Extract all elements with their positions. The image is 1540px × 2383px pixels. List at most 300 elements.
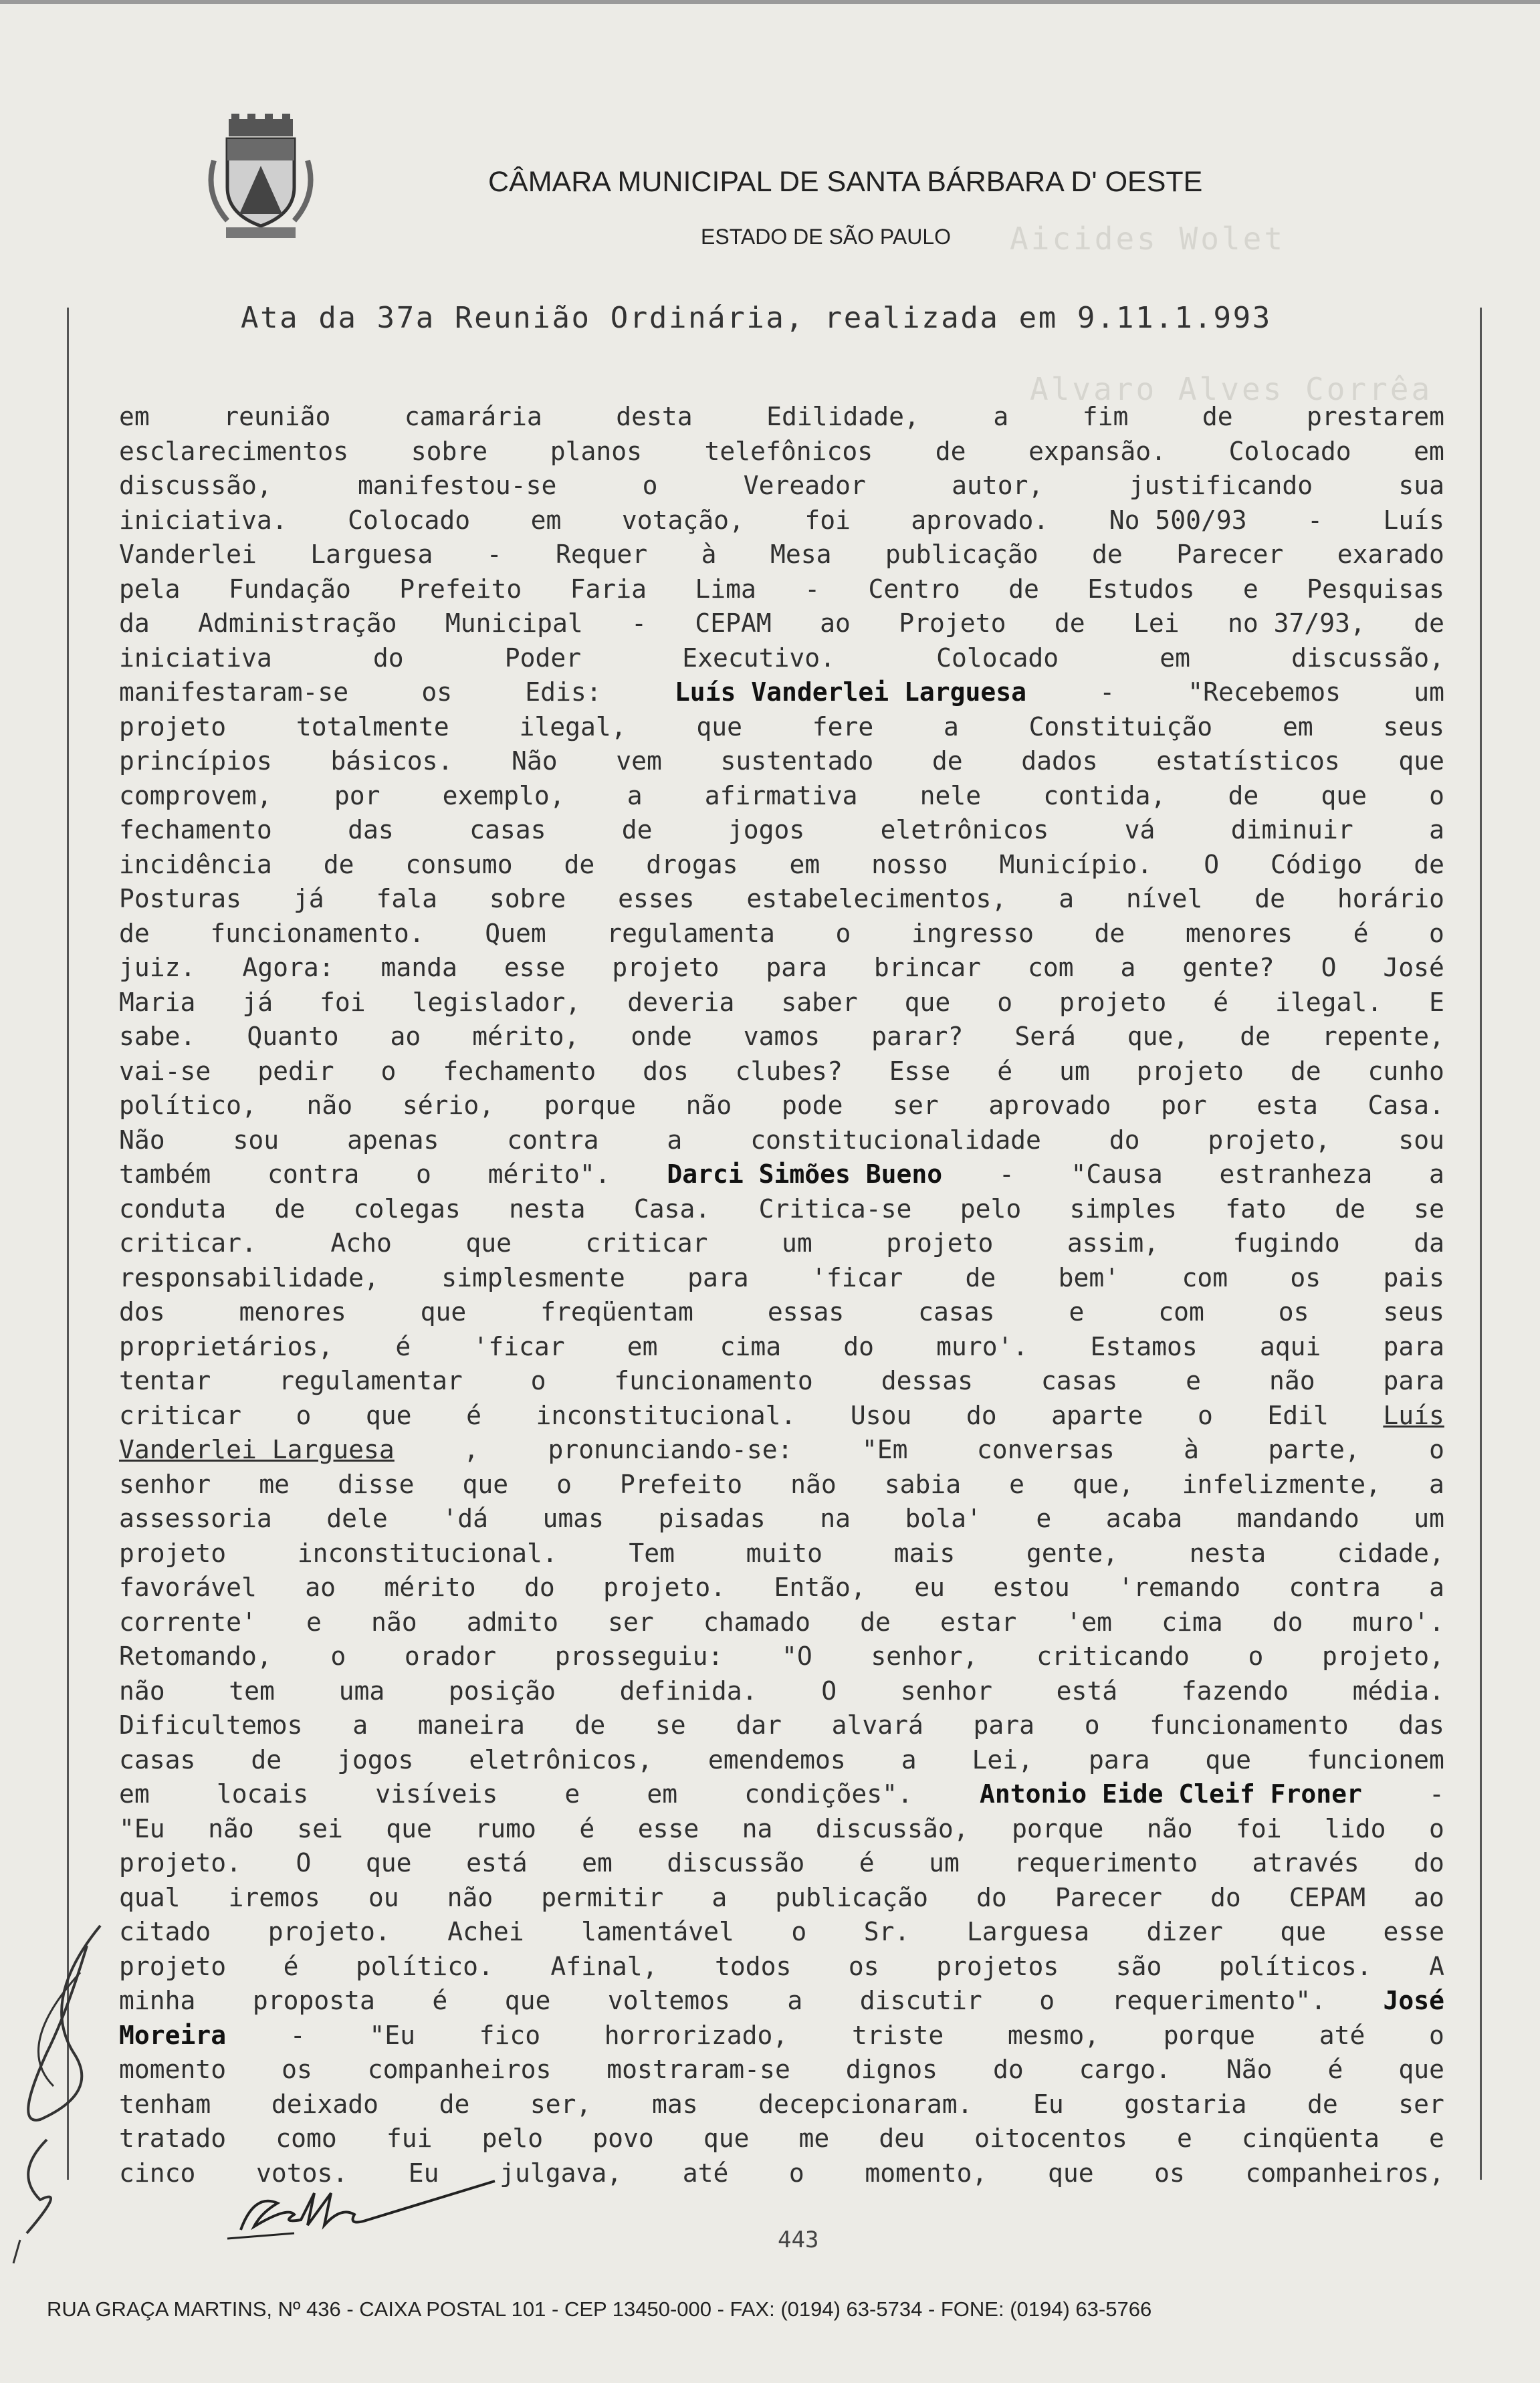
word: que [1047,2158,1094,2188]
word: a [1429,1573,1444,1602]
word: estranheza [1219,1159,1373,1189]
text-line [119,710,1444,745]
minutes-body [119,400,1444,2190]
word: Estudos [1087,574,1195,604]
word: visíveis [375,1779,498,1809]
word: Parecer [1176,540,1284,569]
word: os [421,677,453,707]
word: senhor, [871,1641,978,1671]
word: 'em [1066,1607,1113,1637]
word: fui [386,2124,433,2153]
word: aqui [1259,1331,1321,1361]
word: cima [720,1331,782,1361]
word: de [860,1607,891,1637]
word: para [1383,1366,1444,1395]
word: cinco [119,2158,196,2188]
word: Municipal [445,608,583,638]
word: a [711,1882,728,1912]
word: para [766,953,827,982]
text-line [119,1468,1444,1502]
word: momento, [865,2158,988,2188]
word: esta [1256,1091,1318,1120]
word: gente, [1026,1538,1119,1568]
word: é [1327,2055,1343,2084]
word: por [1161,1091,1207,1120]
word: sério, [402,1091,495,1120]
word: diminuir [1230,815,1353,844]
word: oitocentos [974,2124,1127,2153]
state-name: ESTADO DE SÃO PAULO [701,225,952,249]
word: de [931,746,963,776]
word: ao [1414,1882,1444,1912]
word: citado [119,1917,211,1946]
word: companheiros, [1245,2158,1444,2188]
word: mérito". [487,1159,611,1189]
word: pelo [481,2124,544,2153]
word: reunião [223,402,331,431]
word: a [1429,815,1444,844]
word: Eu [1033,2089,1064,2119]
word: iremos [228,1882,320,1912]
word: foi [804,505,851,535]
word: que, [1127,1022,1189,1051]
word: estar [940,1607,1017,1637]
text-line [119,1399,1444,1434]
word: os [1278,1297,1309,1327]
word: em [627,1331,658,1361]
word: de [1254,884,1285,913]
word: a [352,1710,368,1740]
word: pela [119,574,181,604]
word: e [1429,2124,1444,2153]
word: projeto [119,1951,227,1981]
word: casas [119,1744,196,1775]
text-line [119,1537,1444,1571]
word: Lei, [972,1744,1034,1775]
word: se [655,1710,686,1740]
word: a [901,1744,917,1775]
word: das [1398,1710,1444,1740]
word: é [1213,987,1229,1017]
word: é [1353,918,1369,948]
word: julgava, [500,2158,623,2188]
word: estabelecimentos, [746,884,1007,913]
word: de [119,918,150,948]
word: muro'. [936,1331,1028,1361]
word: Vereador [743,471,866,500]
word: o [791,1917,807,1946]
word: repente, [1321,1022,1444,1051]
text-line [119,1295,1444,1330]
word: regulamentar [279,1366,463,1395]
word: 'ficar [473,1331,565,1361]
word: posição [448,1676,556,1706]
word: contra [507,1125,599,1155]
bleed-through-text: Aicides Wolet [1010,221,1286,257]
word: de [1414,849,1444,879]
word: para [973,1710,1035,1740]
word: o [642,471,658,500]
word: o [530,1366,546,1395]
word: Pesquisas [1307,574,1444,604]
word: que [504,1986,551,2015]
word: dizer [1146,1917,1223,1946]
word: Não [119,1125,165,1155]
word: telefônicos [704,436,873,466]
word: A [1429,1951,1444,1981]
word: de [323,849,354,879]
word: E [1429,987,1444,1017]
word: Afinal, [550,1951,658,1981]
word: de [1008,574,1039,604]
word: mostraram-se [607,2055,790,2084]
word: Maria [119,987,196,1017]
word: O [296,1848,312,1878]
word: o [1429,780,1444,810]
word: que [1398,2055,1444,2084]
word: não [447,1882,493,1912]
word: do [992,2055,1024,2084]
word: discussão, [815,1813,969,1843]
word: locais [216,1779,309,1809]
word: Acho [330,1228,392,1258]
word: tentar [119,1366,211,1395]
page-number: 443 [778,2227,819,2253]
word: projeto [886,1228,994,1258]
word: é [997,1056,1013,1086]
word: de [1202,402,1233,431]
word: dignos [845,2055,938,2084]
word: fico [479,2020,541,2050]
text-line [119,2122,1444,2156]
word: ingresso [911,918,1034,948]
word: cima [1162,1607,1223,1637]
word: que [365,1848,412,1878]
word: publicação [885,540,1038,569]
word: Projeto [899,608,1006,638]
word: regulamenta [607,918,775,948]
word: através [1252,1848,1359,1878]
word: Código [1271,849,1363,879]
text-line [119,1674,1444,1709]
word: discussão, [119,471,272,500]
word: não [370,1607,417,1637]
word: prosseguiu: [554,1641,724,1671]
word: seus [1383,1297,1444,1327]
word: contra [267,1159,360,1189]
word: que [1398,746,1444,776]
text-line [119,813,1444,848]
word: dos [643,1056,689,1086]
word: jogos [337,1744,414,1775]
word: de [1290,1056,1321,1086]
word: freqüentam [540,1297,693,1327]
text-line [119,917,1444,951]
word: votação, [621,505,744,535]
word: Vanderlei Larguesa [119,1435,395,1464]
word: que [386,1813,432,1843]
word: e [1242,574,1258,604]
word: maneira [417,1710,525,1740]
word: Poder [504,643,582,673]
word: consumo [405,849,513,879]
word: uma [338,1676,385,1706]
word: Edilidade, [766,402,919,431]
word: assessoria [119,1504,272,1533]
word: parar? [871,1022,964,1051]
word: legislador, [412,987,581,1017]
word: Vanderlei [119,540,257,569]
word: cargo. [1079,2055,1171,2084]
word: projeto. [267,1917,391,1946]
word: Larguesa [310,540,433,569]
word: Quem [485,918,546,948]
word: é [432,1986,448,2015]
word: de [1228,780,1259,810]
word: Estamos [1090,1331,1198,1361]
word: o [1429,2020,1444,2050]
word: eletrônicos [880,815,1049,844]
word: ao [305,1573,336,1602]
word: a [1429,1159,1444,1189]
word: aprovado. [911,505,1049,535]
word: do [976,1882,1007,1912]
word: nesta [509,1194,586,1224]
word: do [1210,1882,1241,1912]
left-margin-rule [67,308,69,2180]
text-line [119,2053,1444,2087]
word: Centro [868,574,960,604]
word: ser [893,1091,939,1120]
word: emendemos [707,1744,846,1775]
word: projeto [1059,987,1167,1017]
word: é [283,1951,299,1981]
word: político. [356,1951,493,1981]
word: com [1027,953,1074,982]
word: tenham [119,2089,211,2119]
word: e [564,1779,580,1809]
word: não [119,1676,165,1706]
word: que, [1073,1469,1134,1499]
word: do [1109,1125,1140,1155]
word: apenas [347,1125,439,1155]
word: alvará [831,1710,923,1740]
text-line [119,986,1444,1020]
word: comprovem, [119,780,272,810]
word: para [1383,1331,1444,1361]
word: criticando [1036,1641,1190,1671]
word: decepcionaram. [758,2089,973,2119]
text-line [119,469,1444,503]
word: por [334,780,380,810]
text-line [119,779,1444,814]
text-line [119,1157,1444,1192]
word: , [463,1435,479,1464]
word: nosso [871,849,948,879]
word: no 37/93, [1227,608,1365,638]
word: a [1429,1469,1444,1499]
word: projeto [1136,1056,1244,1086]
word: pode [781,1091,843,1120]
word: já [293,884,324,913]
word: inconstitucional. [297,1538,558,1568]
word: de [439,2089,470,2119]
word: muito [746,1538,823,1568]
word: de [274,1194,306,1224]
word: e [1009,1469,1025,1499]
word: essas [767,1297,845,1327]
word: ao [390,1022,421,1051]
word: companheiros [367,2055,552,2084]
word: pedir [257,1056,334,1086]
word: já [242,987,273,1017]
word: os [282,2055,312,2084]
word: sabia [884,1469,962,1499]
word: o [330,1641,346,1671]
word: a [1059,884,1075,913]
word: mandando [1236,1504,1359,1533]
word: criticar [119,1400,242,1430]
word: publicação [775,1882,928,1912]
word: o [1248,1641,1264,1671]
word: projeto [119,1538,227,1568]
word: - [1099,677,1115,707]
word: esses [618,884,695,913]
word: Não [1226,2055,1273,2084]
word: aprovado [988,1091,1111,1120]
word: e [1036,1504,1052,1533]
word: da [1414,1228,1444,1258]
word: que [1280,1917,1326,1946]
signature-scribble [214,2166,508,2247]
word: a [993,402,1009,431]
word: sei [297,1813,343,1843]
word: o [1197,1400,1213,1430]
word: em [789,849,820,879]
word: responsabilidade, [119,1262,379,1292]
word: de [935,436,966,466]
word: Critica-se [758,1194,912,1224]
word: criticar. [119,1228,257,1258]
word: proposta [252,1986,375,2015]
page-top-edge [0,0,1540,4]
word: que [1321,780,1367,810]
word: Colocado [348,505,471,535]
word: esse [637,1813,699,1843]
word: discussão [667,1848,805,1878]
word: - [1307,505,1323,535]
word: um [781,1228,812,1258]
word: senhor [119,1469,211,1499]
word: é [395,1331,411,1361]
word: "Causa [1071,1159,1163,1189]
word: o [416,1159,431,1189]
word: fim [1082,402,1129,431]
word: vai-se [119,1056,211,1086]
text-line [119,1605,1444,1640]
word: senhor [900,1676,992,1706]
word: inconstitucional. [536,1400,796,1430]
word: os [848,1951,879,1981]
word: porque [544,1091,637,1120]
word: constitucionalidade [750,1125,1041,1155]
word: Tem [629,1538,675,1568]
word: de [1307,2089,1338,2119]
word: mais [893,1538,956,1568]
word: os [1154,2158,1185,2188]
word: Município. [999,849,1153,879]
word: muro'. [1352,1607,1444,1637]
word: assim, [1067,1228,1160,1258]
word: casas [918,1297,995,1327]
word: Usou [850,1400,912,1430]
word: político, [119,1091,257,1120]
word: incidência [119,849,272,879]
word: lido [1325,1813,1386,1843]
word: está [1056,1676,1118,1706]
word: conduta [119,1194,227,1224]
word: projeto [119,711,227,742]
word: ao [820,608,851,638]
text-line [119,1950,1444,1984]
word: estatísticos [1156,746,1340,776]
word: de [1054,608,1085,638]
word: aparte [1051,1400,1143,1430]
text-line [119,744,1444,779]
word: tem [229,1676,275,1706]
text-line [119,1639,1444,1674]
word: Edil [1267,1400,1329,1430]
word: fala [376,884,438,913]
right-margin-rule [1480,308,1482,2180]
word: o [380,1056,397,1086]
word: ilegal, [519,711,627,742]
word: Colocado [1228,436,1351,466]
word: sou [1398,1125,1444,1155]
word: Eu [408,2158,439,2188]
word: esse [1383,1917,1444,1946]
word: dados [1021,746,1098,776]
word: Luís [1383,1400,1444,1430]
word: horrorizado, [604,2020,788,2050]
text-line [119,1812,1444,1847]
word: discussão, [1291,643,1444,673]
word: que [696,711,742,742]
word: não [208,1813,254,1843]
word: acaba [1105,1504,1183,1533]
word: um [1414,677,1444,707]
word: corrente' [119,1607,257,1637]
word: e [1177,2124,1192,2153]
word: na [742,1813,773,1843]
word: simples [1069,1194,1177,1224]
word: dessas [881,1366,973,1395]
word: que [365,1400,412,1430]
word: Agora: [242,953,334,982]
word: esclarecimentos [119,436,349,466]
text-line [119,951,1444,986]
word: do [372,643,404,673]
word: Larguesa [966,1917,1089,1946]
word: onde [631,1022,692,1051]
speaker-name: José [1383,1986,1444,2015]
word: estou [993,1573,1070,1602]
word: definida. [619,1676,758,1706]
word: cidade, [1337,1538,1444,1568]
word: Casa. [1367,1091,1444,1120]
word: colegas [353,1194,461,1224]
text-line [119,1433,1444,1468]
